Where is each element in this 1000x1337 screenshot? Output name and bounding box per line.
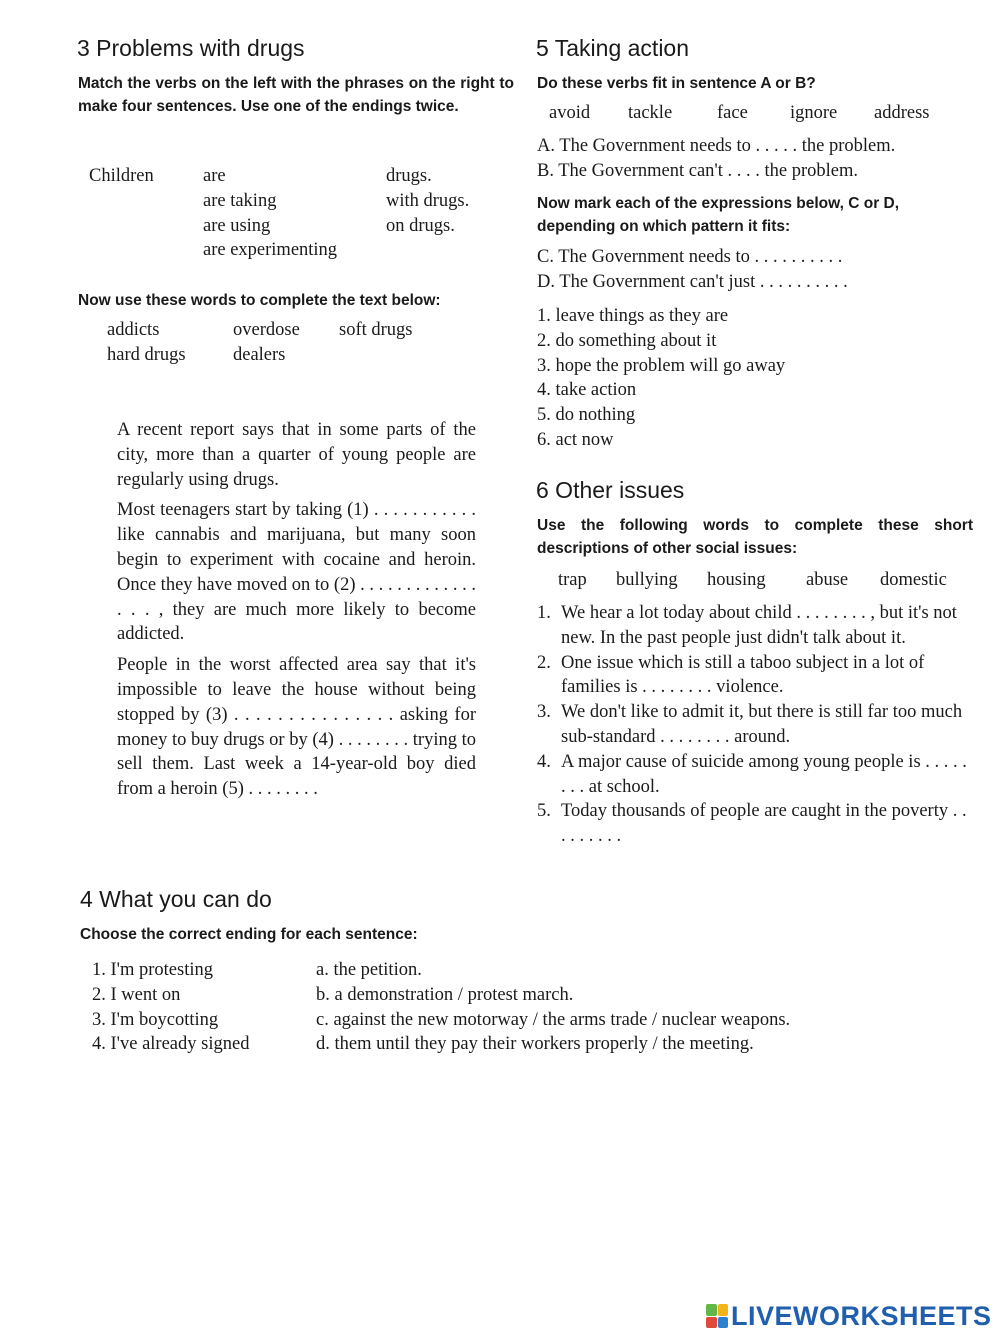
- verb-item: are taking: [203, 190, 277, 211]
- verb-item: are using: [203, 215, 271, 236]
- logo-square: [718, 1317, 729, 1329]
- item-number: 3.: [537, 702, 551, 723]
- issue-item: [537, 601, 975, 651]
- verb-bank-item: ignore: [790, 103, 838, 123]
- logo-square: [706, 1304, 717, 1316]
- expression-list: [537, 304, 785, 453]
- ending-item: with drugs.: [386, 190, 470, 211]
- paragraph: People in the worst affected area say that it's impossible to leave the house without being stopped by (3) . . . . . . . . . . . . . . . asking for money to buy drugs or by (4) . . . . . . . . trying to sell them. Last week a 14-year-old boy died from a heroin (5) . . . . . . . .: [117, 655, 476, 800]
- sentence-b: B. The Government can't . . . . the problem.: [537, 161, 859, 181]
- item-text: We hear a lot today about child . . . . . . . . , but it's not new. In the past people just didn't talk about it.: [561, 603, 957, 648]
- section-3-title: 3 Problems with drugs: [77, 35, 305, 61]
- issue-item: [537, 651, 975, 701]
- sentence-ending: a. the petition.: [316, 960, 422, 980]
- verb-bank-item: avoid: [549, 103, 591, 123]
- issue-word: housing: [707, 570, 766, 590]
- expression-item: 4. take action: [537, 380, 637, 401]
- logo-square: [706, 1317, 717, 1329]
- word-bank-item: overdose: [233, 320, 300, 340]
- sentence-endings: [316, 958, 790, 1057]
- issue-item: [537, 700, 975, 750]
- item-text: A major cause of suicide among young people is . . . . . . . . at school.: [561, 751, 967, 797]
- sentence-ending: d. them until they pay their workers properly / the meeting.: [316, 1034, 754, 1055]
- section-5-title: 5 Taking action: [536, 35, 690, 61]
- gap-fill-text: [117, 418, 476, 802]
- section-5-instructions: Do these verbs fit in sentence A or B?: [537, 75, 816, 92]
- issue-word-bank: [0, 568, 1000, 594]
- issue-item: [537, 799, 975, 849]
- section-6-instructions: Use the following words to complete these short descriptions of other social issues:: [537, 517, 973, 557]
- section-3-instructions-2: Now use these words to complete the text below:: [78, 292, 441, 309]
- issue-word: domestic: [880, 570, 947, 590]
- sentence-starts: [92, 958, 249, 1057]
- issue-word: abuse: [806, 570, 849, 590]
- verb-item: are experimenting: [203, 240, 338, 261]
- section-5-instructions-2: Now mark each of the expressions below, C or D, depending on which pattern it fits:: [537, 195, 900, 235]
- item-text: We don't like to admit it, but there is still far too much sub-standard . . . . . . . . around.: [561, 702, 963, 747]
- sentence-start: 3. I'm boycotting: [92, 1009, 219, 1030]
- verb-bank: [0, 101, 1000, 127]
- verb-item: are: [203, 166, 226, 186]
- sentence-start: 4. I've already signed: [92, 1034, 250, 1055]
- expression-item: 1. leave things as they are: [537, 306, 729, 326]
- issue-list: [537, 601, 975, 849]
- verb-bank-item: address: [874, 103, 930, 123]
- verb-bank-item: face: [717, 103, 748, 123]
- word-bank-item: addicts: [107, 320, 160, 340]
- logo-text: LIVEWORKSHEETS: [731, 1300, 992, 1331]
- sentence-d: D. The Government can't just . . . . . . . . . .: [537, 272, 848, 292]
- verb-list: [203, 164, 337, 263]
- sentence-start: 2. I went on: [92, 984, 181, 1005]
- liveworksheets-logo[interactable]: [706, 1301, 992, 1331]
- word-bank-item: soft drugs: [339, 320, 413, 340]
- verb-bank-item: tackle: [628, 103, 673, 123]
- sentence-start: 1. I'm protesting: [92, 960, 213, 980]
- item-text: Today thousands of people are caught in the poverty . . . . . . . . .: [561, 801, 967, 847]
- paragraph: A recent report says that in some parts of the city, more than a quarter of young people are regularly using drugs.: [117, 420, 476, 490]
- section-4-title: 4 What you can do: [80, 886, 272, 912]
- ending-list: [386, 164, 469, 238]
- item-text: One issue which is still a taboo subject in a lot of families is . . . . . . . . violence.: [561, 652, 925, 698]
- word-bank-item: hard drugs: [107, 345, 186, 365]
- word-bank-item: dealers: [233, 345, 286, 365]
- item-number: 2.: [537, 652, 551, 673]
- item-number: 5.: [537, 801, 551, 822]
- item-number: 4.: [537, 751, 551, 772]
- section-3-instructions: Match the verbs on the left with the phrases on the right to make four sentences. Use one of the endings twice.: [78, 75, 514, 115]
- section-4-instructions: Choose the correct ending for each sentence:: [80, 926, 418, 943]
- issue-item: [537, 750, 975, 800]
- expression-item: 3. hope the problem will go away: [537, 355, 786, 376]
- expression-item: 2. do something about it: [537, 330, 717, 351]
- sentence-c: C. The Government needs to . . . . . . . . . .: [537, 247, 843, 267]
- paragraph: Most teenagers start by taking (1) . . . . . . . . . . . like cannabis and marijuana, but many soon begin to experiment with cocaine and heroin. Once they have moved on to (2) . . . . . . . . . . . . . . . . , they are much more likely to become addicted.: [117, 500, 476, 645]
- subject-children: Children: [89, 166, 154, 186]
- word-bank: [0, 318, 520, 373]
- sentence-a: A. The Government needs to . . . . . the problem.: [537, 136, 896, 156]
- sentence-ending: b. a demonstration / protest march.: [316, 984, 574, 1005]
- issue-word: trap: [558, 570, 587, 590]
- item-number: 1.: [537, 603, 551, 623]
- expression-item: 5. do nothing: [537, 405, 636, 426]
- ending-item: drugs.: [386, 166, 432, 186]
- expression-item: 6. act now: [537, 429, 614, 450]
- liveworksheets-logo-icon: [706, 1304, 728, 1328]
- ending-item: on drugs.: [386, 215, 455, 236]
- sentence-ending: c. against the new motorway / the arms trade / nuclear weapons.: [316, 1009, 791, 1030]
- logo-square: [718, 1304, 729, 1316]
- section-6-title: 6 Other issues: [536, 477, 685, 503]
- issue-word: bullying: [616, 570, 678, 590]
